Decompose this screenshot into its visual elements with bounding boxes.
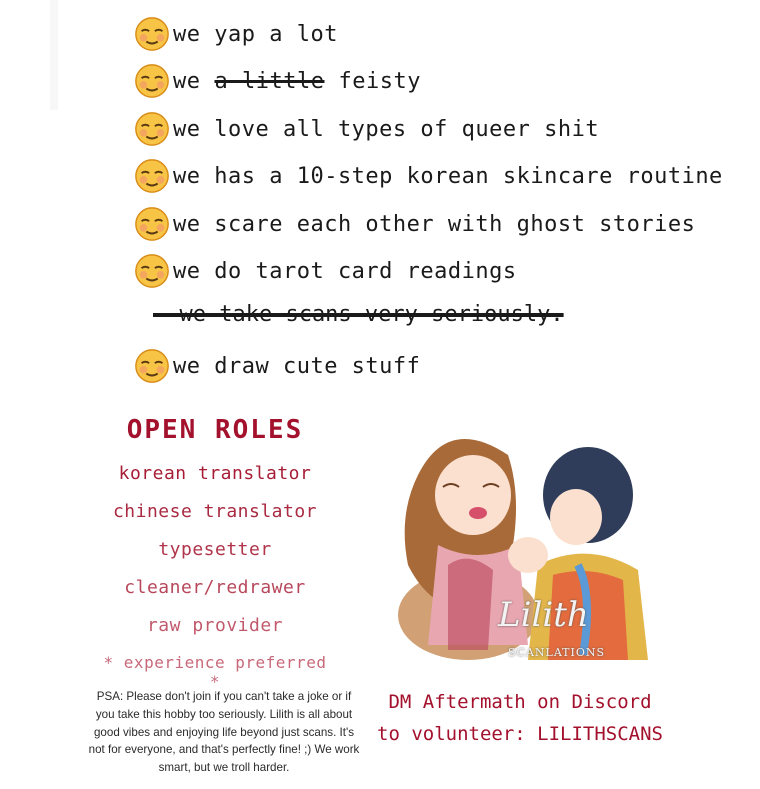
relieved-face-icon — [133, 157, 171, 195]
dm-instructions — [370, 686, 670, 750]
list-item — [133, 346, 420, 386]
list-item-text: we scare each other with ghost stories — [173, 211, 696, 237]
list-item — [133, 204, 695, 244]
relieved-face-icon — [133, 205, 171, 243]
relieved-face-icon — [133, 62, 171, 100]
role-item: typesetter — [158, 539, 272, 560]
list-item-struck-text: a little — [214, 68, 325, 94]
list-item-text: we do tarot card readings — [173, 258, 517, 284]
dm-line-2: to volunteer: LILITHSCANS — [377, 723, 663, 745]
role-item: korean translator — [118, 463, 312, 484]
relieved-face-icon — [133, 15, 171, 53]
logo-subtext: SCANLATIONS — [508, 646, 606, 659]
open-roles-title: OPEN ROLES — [126, 415, 304, 445]
list-item-text: we draw cute stuff — [173, 353, 421, 379]
list-item — [133, 156, 723, 196]
list-item-text: we yap a lot — [173, 21, 338, 47]
role-item: raw provider — [146, 615, 284, 636]
illustration — [378, 415, 660, 670]
relieved-face-icon — [133, 110, 171, 148]
dm-line-1: DM Aftermath on Discord — [388, 691, 652, 713]
list-item-prefix: we — [173, 68, 201, 94]
relieved-face-icon — [133, 252, 171, 290]
role-item: chinese translator — [112, 501, 318, 522]
list-item — [133, 251, 517, 291]
role-note: * experience preferred * — [103, 653, 327, 691]
relieved-face-icon — [133, 347, 171, 385]
psa-text: PSA: Please don't join if you can't take a joke or if you take this hobby too seriously. Lilith is all about good vibes and enjoying life beyond just scans. It's not for everyone, and that's perfectly fine! ;) We work smart, but we troll harder. — [88, 690, 360, 775]
background-decoration — [50, 0, 58, 110]
role-item: cleaner/redrawer — [124, 577, 306, 598]
list-item — [133, 109, 599, 149]
list-item-text: we has a 10-step korean skincare routine — [173, 163, 723, 189]
struck-through-line: - we take scans very seriously. — [153, 302, 564, 327]
list-item — [133, 61, 421, 101]
list-item-text: we love all types of queer shit — [173, 116, 600, 142]
list-item-suffix: feisty — [338, 68, 421, 94]
logo-text: Lilith — [498, 595, 589, 635]
list-item — [133, 14, 338, 54]
